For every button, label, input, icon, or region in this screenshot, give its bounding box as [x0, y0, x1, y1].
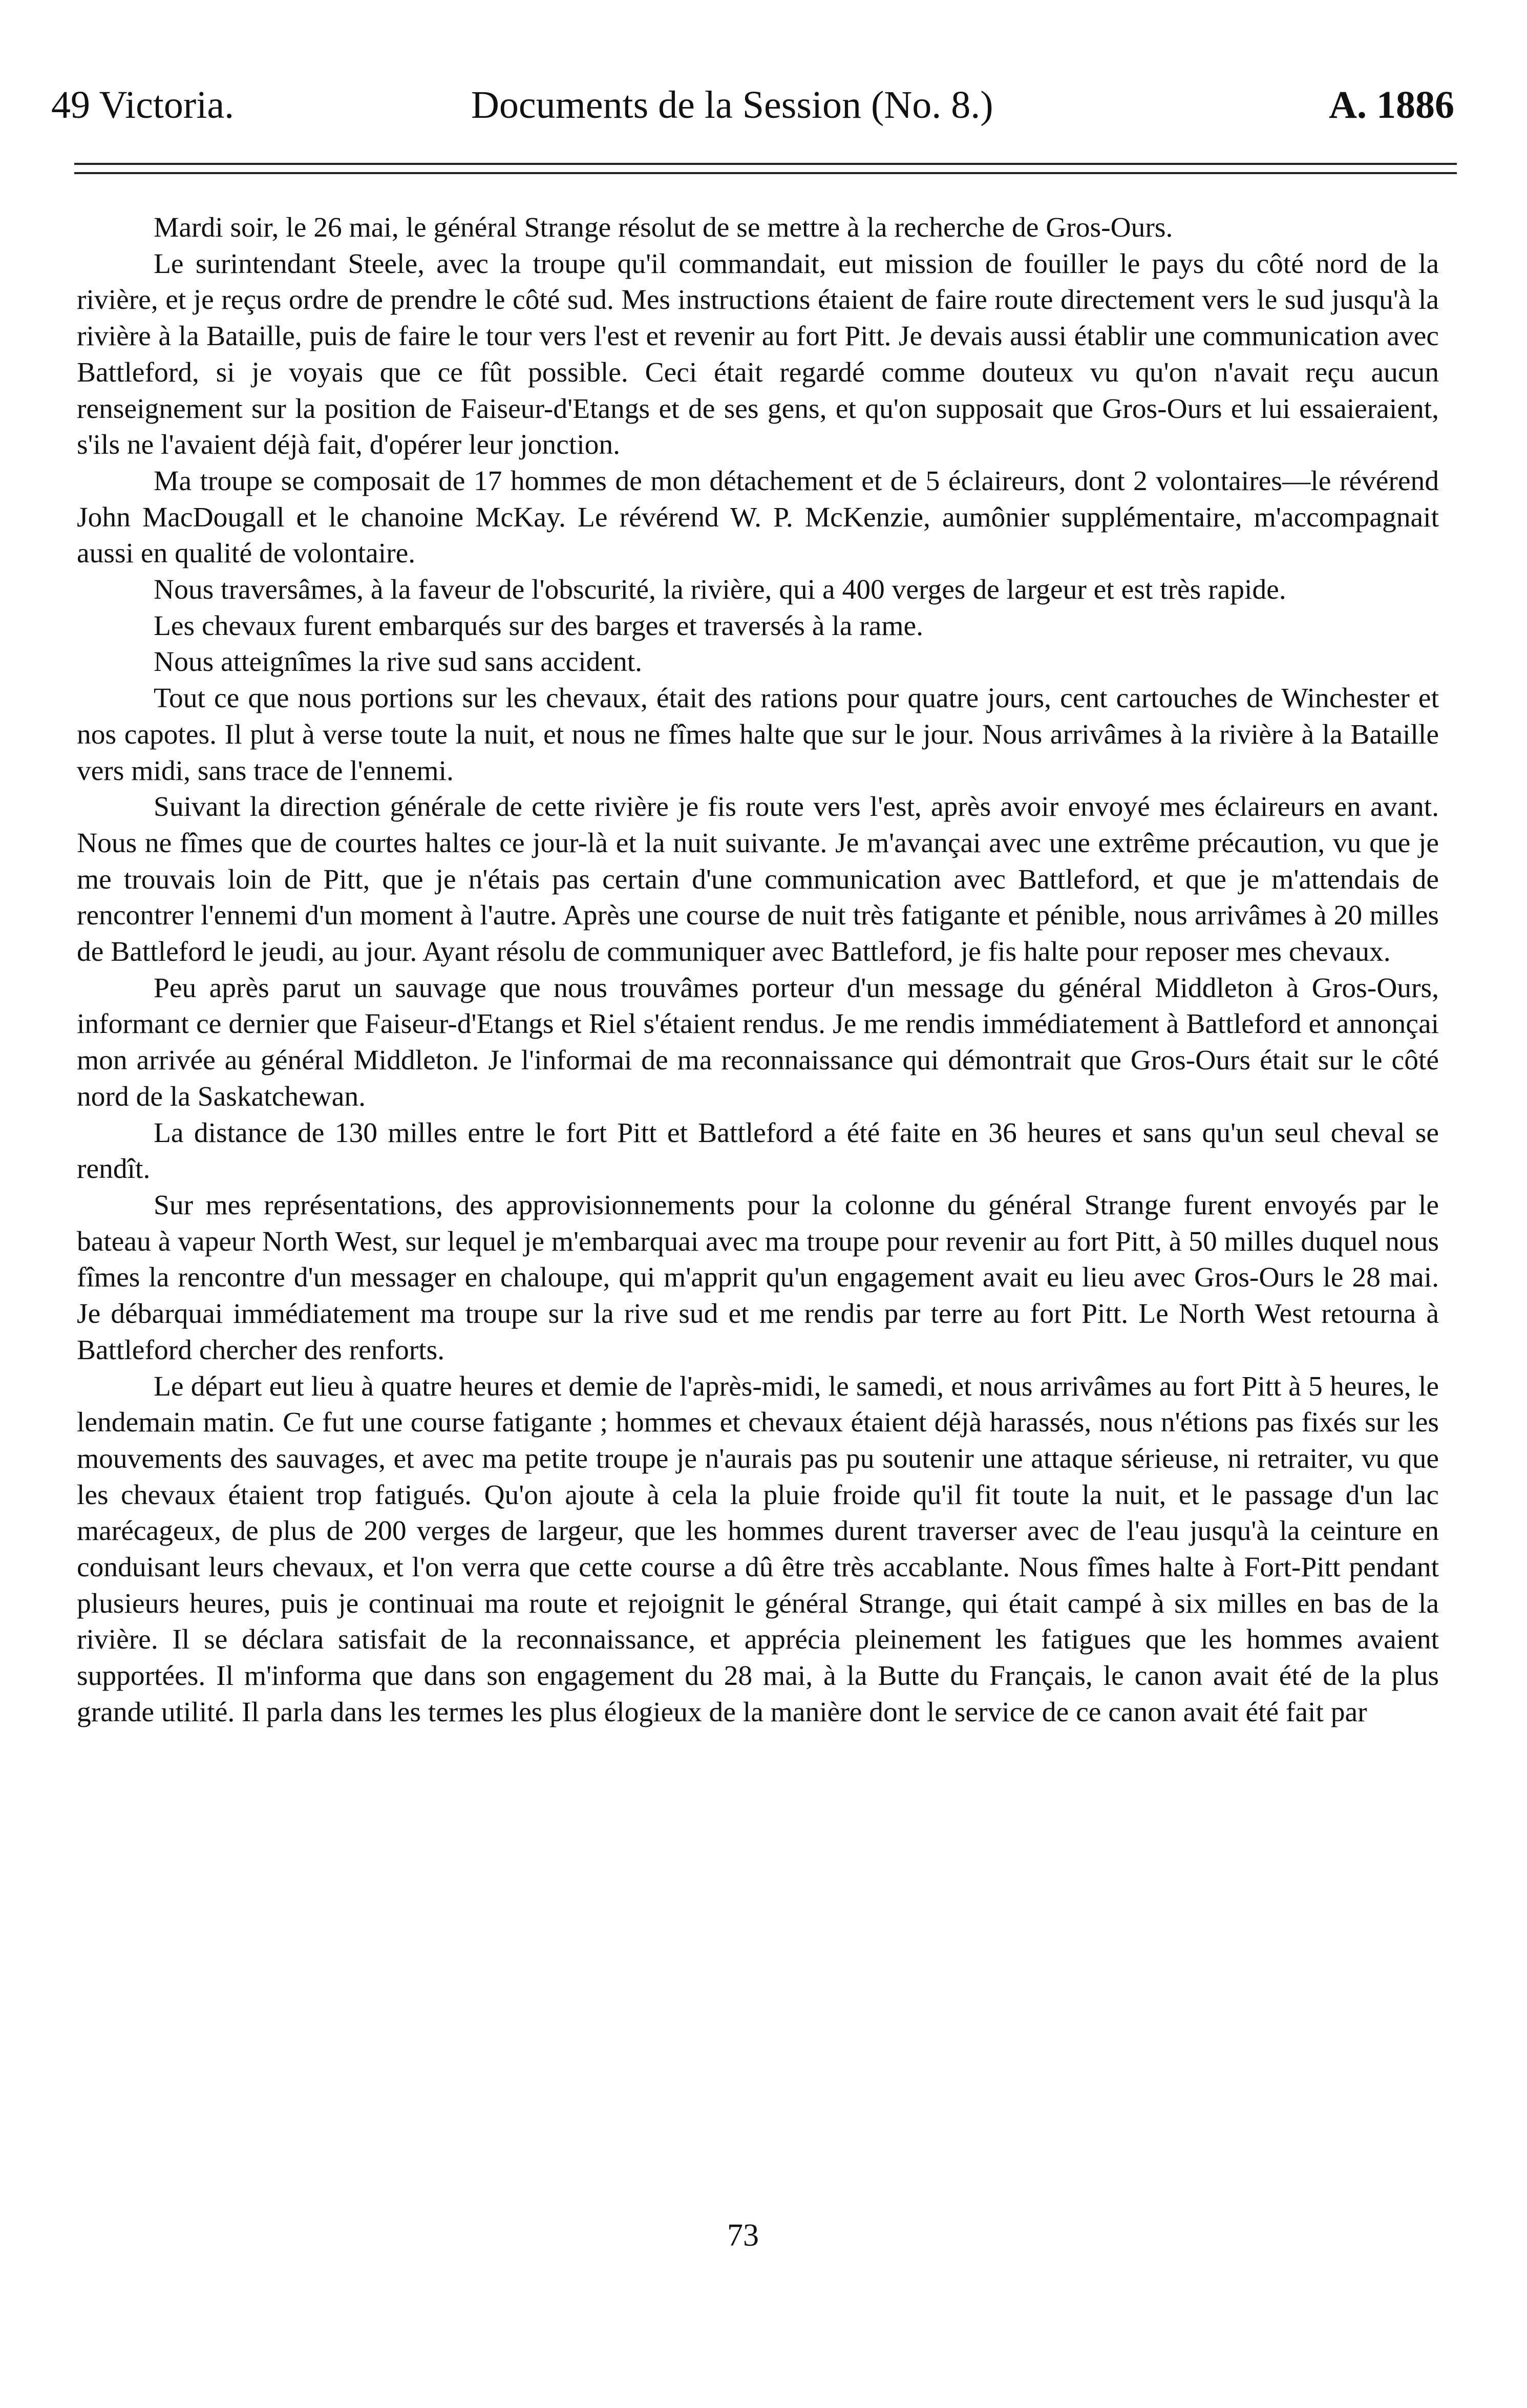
- paragraph: Peu après parut un sauvage que nous trouvâmes porteur d'un message du général Middleton à Gros-Ours, informant ce dernier que Faiseur-d'Etangs et Riel s'étaient rendus. Je me rendis immédiatement à Battleford et annonçai mon arrivée au général Middleton. Je l'informai de ma reconnaissance qui démontrait que Gros-Ours était sur le côté nord de la Saskatchewan.: [77, 972, 1439, 1112]
- paragraph: Nous atteignîmes la rive sud sans accident.: [154, 646, 643, 678]
- paragraph: Nous traversâmes, à la faveur de l'obscurité, la rivière, qui a 400 verges de largeur et est très rapide.: [154, 574, 1286, 606]
- header-title: Documents de la Session (No. 8.): [471, 83, 993, 126]
- header-volume: 49 Victoria.: [51, 83, 235, 126]
- running-header: [51, 77, 1454, 133]
- paragraph: Suivant la direction générale de cette rivière je fis route vers l'est, après avoir envoyé mes éclaireurs en avant. Nous ne fîmes que de courtes haltes ce jour-là et la nuit suivante. Je m'avançai avec une extrême précaution, vu que je me trouvais loin de Pitt, que je n'étais pas certain d'une communication avec Battleford, et que je m'attendais de rencontrer l'ennemi d'un moment à l'autre. Après une course de nuit très fatigante et pénible, nous arrivâmes à 20 milles de Battleford le jeudi, au jour. Ayant résolu de communiquer avec Battleford, je fis halte pour reposer mes chevaux.: [77, 791, 1439, 968]
- paragraph: Le départ eut lieu à quatre heures et demie de l'après-midi, le samedi, et nous arrivâmes au fort Pitt à 5 heures, le lendemain matin. Ce fut une course fatigante ; hommes et chevaux étaient déjà harassés, nous n'étions pas fixés sur les mouvements des sauvages, et avec ma petite troupe je n'aurais pas pu soutenir une attaque sérieuse, ni retraiter, vu que les chevaux étaient trop fatigués. Qu'on ajoute à cela la pluie froide qu'il fit toute la nuit, et le passage d'un lac marécageux, de plus de 200 verges de largeur, que les hommes durent traverser avec de l'eau jusqu'à la ceinture en conduisant leurs chevaux, et l'on verra que cette course a dû être très accablante. Nous fîmes halte à Fort-Pitt pendant plusieurs heures, puis je continuai ma route et rejoignit le général Strange, qui était campé à six milles en bas de la rivière. Il se déclara satisfait de la reconnaissance, et apprécia pleinement les fatigues que les hommes avaient supportées. Il m'informa que dans son engagement du 28 mai, à la Butte du Français, le canon avait été de la plus grande utilité. Il parla dans les termes les plus élogieux de la manière dont le service de ce canon avait été fait par: [77, 1370, 1439, 1728]
- paragraph: Le surintendant Steele, avec la troupe qu'il commandait, eut mission de fouiller le pays du côté nord de la rivière, et je reçus ordre de prendre le côté sud. Mes instructions étaient de faire route directement vers le sud jusqu'à la rivière à la Bataille, puis de faire le tour vers l'est et revenir au fort Pitt. Je devais aussi établir une communication avec Battleford, si je voyais que ce fût possible. Ceci était regardé comme douteux vu qu'on n'avait reçu aucun renseignement sur la position de Faiseur-d'Etangs et de ses gens, et qu'on supposait que Gros-Ours et lui essaieraient, s'ils ne l'avaient déjà fait, d'opérer leur jonction.: [77, 248, 1439, 461]
- header-rule-top: [74, 163, 1457, 165]
- report-body: [77, 210, 1439, 1731]
- paragraph: Mardi soir, le 26 mai, le général Strange résolut de se mettre à la recherche de Gros-Ours.: [154, 212, 1173, 243]
- paragraph: Les chevaux furent embarqués sur des barges et traversés à la rame.: [154, 610, 923, 642]
- page-number: 73: [727, 2218, 759, 2253]
- header-year: A. 1886: [1329, 83, 1454, 126]
- header-rule-bottom: [74, 172, 1457, 174]
- paragraph: Tout ce que nous portions sur les chevaux, était des rations pour quatre jours, cent cartouches de Winchester et nos capotes. Il plut à verse toute la nuit, et nous ne fîmes halte que sur le jour. Nous arrivâmes à la rivière à la Bataille vers midi, sans trace de l'ennemi.: [77, 683, 1439, 787]
- paragraph: Sur mes représentations, des approvisionnements pour la colonne du général Strange furent envoyés par le bateau à vapeur North West, sur lequel je m'embarquai avec ma troupe pour revenir au fort Pitt, à 50 milles duquel nous fîmes la rencontre d'un messager en chaloupe, qui m'apprit qu'un engagement avait eu lieu avec Gros-Ours le 28 mai. Je débarquai immédiatement ma troupe sur la rive sud et me rendis par terre au fort Pitt. Le North West retourna à Battleford chercher des renforts.: [77, 1189, 1439, 1366]
- paragraph: La distance de 130 milles entre le fort Pitt et Battleford a été faite en 36 heures et sans qu'un seul cheval se rendît.: [77, 1117, 1439, 1185]
- paragraph: Ma troupe se composait de 17 hommes de mon détachement et de 5 éclaireurs, dont 2 volontaires—le révérend John MacDougall et le chanoine McKay. Le révérend W. P. McKenzie, aumônier supplémentaire, m'accompagnait aussi en qualité de volontaire.: [77, 465, 1439, 569]
